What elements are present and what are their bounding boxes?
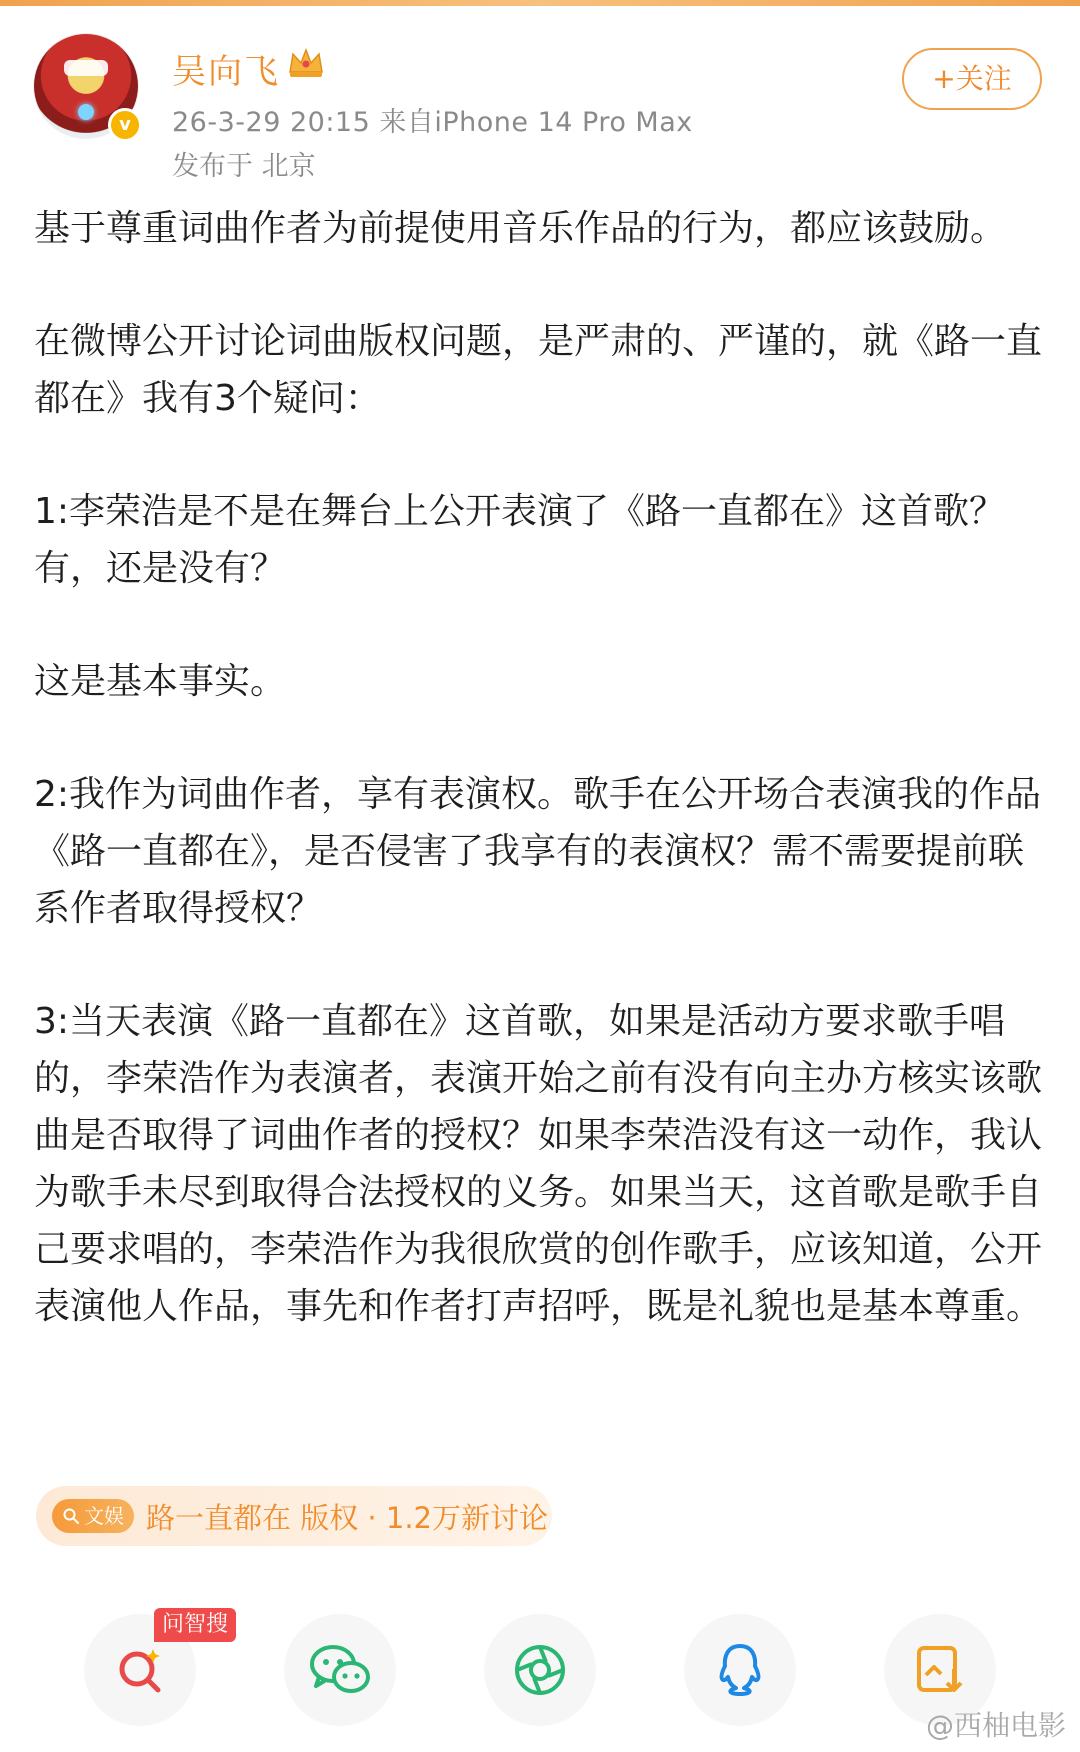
- search-icon: [62, 1507, 80, 1525]
- post-paragraph: 1:李荣浩是不是在舞台上公开表演了《路一直都在》这首歌？有，还是没有？: [34, 491, 1006, 589]
- avatar-core-shape: [78, 104, 94, 120]
- qq-icon: [716, 1642, 764, 1698]
- verified-icon: v: [108, 108, 142, 142]
- post-meta: 26-3-29 20:15 来自iPhone 14 Pro Max: [172, 107, 693, 138]
- wechat-share-button[interactable]: [284, 1614, 396, 1726]
- post-paragraph: 2:我作为词曲作者，享有表演权。歌手在公开场合表演我的作品《路一直都在》，是否侵害了我享有的表演权？需不需要提前联系作者取得授权？: [34, 774, 1042, 929]
- topic-badge: [52, 1499, 134, 1533]
- post-paragraph: 在微博公开讨论词曲版权问题，是严肃的、严谨的，就《路一直都在》我有3个疑问：: [34, 321, 1043, 419]
- crown-icon: [286, 44, 326, 80]
- topic-text: 路一直都在 版权 · 1.2万新讨论: [146, 1500, 548, 1535]
- post-location: 发布于 北京: [172, 151, 316, 182]
- save-to-album-icon: [914, 1643, 966, 1697]
- moments-share-button[interactable]: [484, 1614, 596, 1726]
- avatar-mask-shape: [64, 60, 108, 76]
- topic-badge-label: 文娱: [84, 1504, 124, 1528]
- post-paragraph: 这是基本事实。: [34, 661, 287, 702]
- wechat-icon: [309, 1644, 371, 1696]
- ask-tag: 问智搜: [154, 1608, 236, 1642]
- moments-icon: [512, 1642, 568, 1698]
- watermark: @西柚电影: [925, 1709, 1066, 1742]
- post-paragraph: 基于尊重词曲作者为前提使用音乐作品的行为，都应该鼓励。: [34, 208, 1007, 249]
- username[interactable]: 吴向飞: [172, 52, 280, 92]
- qq-share-button[interactable]: [684, 1614, 796, 1726]
- post-body: [34, 200, 1050, 1335]
- follow-button[interactable]: +关注: [902, 48, 1042, 110]
- ai-search-icon: [113, 1643, 167, 1697]
- post-paragraph: 3:当天表演《路一直都在》这首歌，如果是活动方要求歌手唱的，李荣浩作为表演者，表演开始之前有没有向主办方核实该歌曲是否取得了词曲作者的授权？如果李荣浩没有这一动作，我认为歌手未尽到取得合法授权的义务。如果当天，这首歌是歌手自己要求唱的，李荣浩作为我很欣赏的创作歌手，应该知道，公开表演他人作品，事先和作者打声招呼，既是礼貌也是基本尊重。: [34, 1001, 1043, 1327]
- top-edge-bar: [0, 0, 1080, 6]
- topic-chip[interactable]: [36, 1486, 552, 1546]
